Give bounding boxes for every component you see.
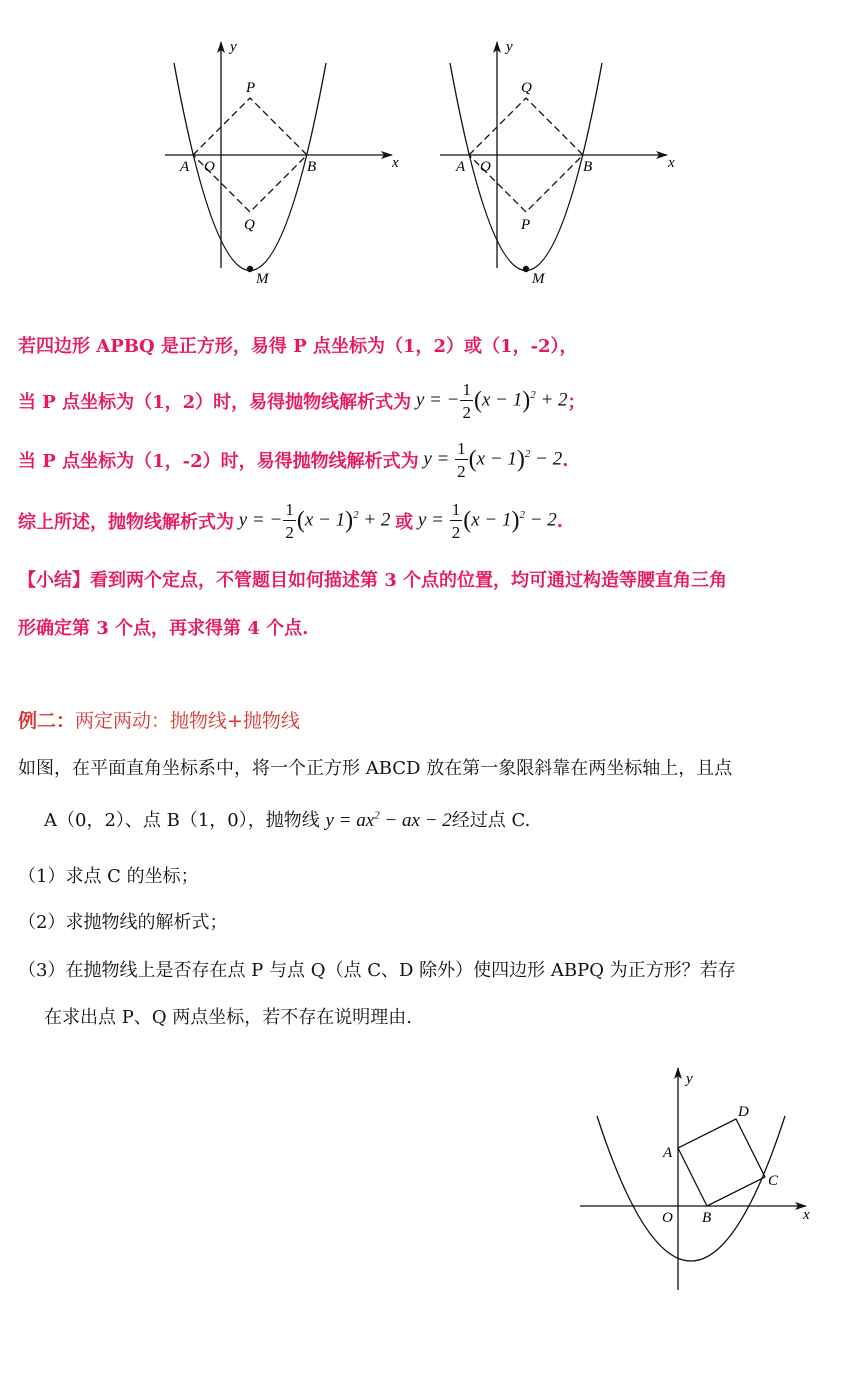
question-text: （2）求抛物线的解析式； (18, 912, 228, 933)
figure-parabola-p-above (155, 35, 415, 295)
figure-square-abcd (572, 1062, 820, 1298)
label-o: O (204, 159, 215, 175)
question-2 (18, 908, 227, 934)
label-y: y (686, 1071, 693, 1087)
figure-parabola-q-above (432, 35, 692, 295)
question-text: （1）求点 C 的坐标； (18, 866, 199, 887)
label-x: x (803, 1207, 810, 1223)
solution-text: . (556, 510, 564, 532)
label-p: P (521, 217, 531, 233)
summary-line-1 (18, 566, 727, 592)
solution-line-3 (18, 437, 568, 483)
example2-title: 两定两动：抛物线+抛物线 (75, 710, 300, 732)
summary-text: 【小结】看到两个定点，不管题目如何描述第 3 个点的位置，均可通过构造等腰直角三角 (18, 570, 728, 591)
label-m: M (256, 271, 269, 287)
label-b: B (307, 159, 317, 175)
label-q: Q (521, 80, 532, 96)
solution-text: 若四边形 APBQ 是正方形，易得 P 点坐标为（1，2）或（1，-2）， (18, 336, 578, 357)
example2-intro-2 (44, 806, 530, 832)
label-c: C (768, 1173, 779, 1189)
solution-text: . (562, 449, 569, 471)
label-a: A (456, 159, 466, 175)
question-text: 在求出点 P、Q 两点坐标，若不存在说明理由. (44, 1007, 413, 1028)
label-b: B (583, 159, 593, 175)
example2-heading (18, 706, 300, 733)
example2-intro-1 (18, 754, 732, 780)
label-d: D (738, 1104, 749, 1120)
label-o: O (480, 159, 491, 175)
question-text: （3）在抛物线上是否存在点 P 与点 Q（点 C、D 除外）使四边形 ABPQ 为正方形？若存 (18, 960, 736, 981)
vertex-point-m (247, 266, 253, 272)
solution-line-4 (18, 498, 563, 544)
label-y: y (506, 39, 513, 55)
label-x: x (668, 155, 675, 171)
intro-text: A（0，2）、点 B（1，0），抛物线 (44, 810, 320, 831)
solution-text: 综上所述，抛物线解析式为 (18, 512, 234, 533)
label-b: B (702, 1210, 712, 1226)
example2-label: 例二： (18, 710, 76, 732)
label-o: O (662, 1210, 673, 1226)
solution-text: ； (567, 392, 586, 413)
formula-parabola-c: $y = ax^2$ − ax − 2 (325, 809, 452, 831)
label-x: x (392, 155, 399, 171)
summary-text: 形确定第 3 个点，再求得第 4 个点. (18, 618, 309, 639)
question-1 (18, 862, 199, 888)
label-y: y (230, 39, 237, 55)
formula-y-neg-half: y = − $\frac{1}{2}$ $(x - 1)^2 + 2$ (234, 500, 396, 542)
square-abcd (678, 1119, 765, 1206)
intro-text: 经过点 C. (451, 810, 531, 831)
label-q: Q (244, 217, 255, 233)
formula-y-neg-half: y = − $\frac{1}{2}$ $(x - 1)^2 + 2$ (411, 380, 568, 422)
question-3-line-1 (18, 956, 736, 982)
formula-y-pos-half: y = $\frac{1}{2}$ $(x - 1)^2 - 2$ (418, 439, 563, 481)
formula-y-pos-half: y = $\frac{1}{2}$ $(x - 1)^2 - 2$ (413, 500, 557, 542)
summary-line-2 (18, 614, 308, 640)
solution-line-1 (18, 332, 578, 358)
solution-or: 或 (395, 512, 414, 533)
question-3-line-2 (44, 1003, 412, 1029)
label-a: A (663, 1145, 673, 1161)
parabola-curve (597, 1116, 785, 1261)
vertex-point-m (523, 266, 529, 272)
solution-text: 当 P 点坐标为（1，2）时，易得抛物线解析式为 (18, 392, 412, 413)
label-a: A (180, 159, 190, 175)
label-m: M (532, 271, 545, 287)
solution-text: 当 P 点坐标为（1，-2）时，易得抛物线解析式为 (18, 451, 419, 472)
intro-text: 如图，在平面直角坐标系中，将一个正方形 ABCD 放在第一象限斜靠在两坐标轴上，且点 (18, 758, 733, 779)
solution-line-2 (18, 378, 586, 424)
label-p: P (246, 80, 256, 96)
